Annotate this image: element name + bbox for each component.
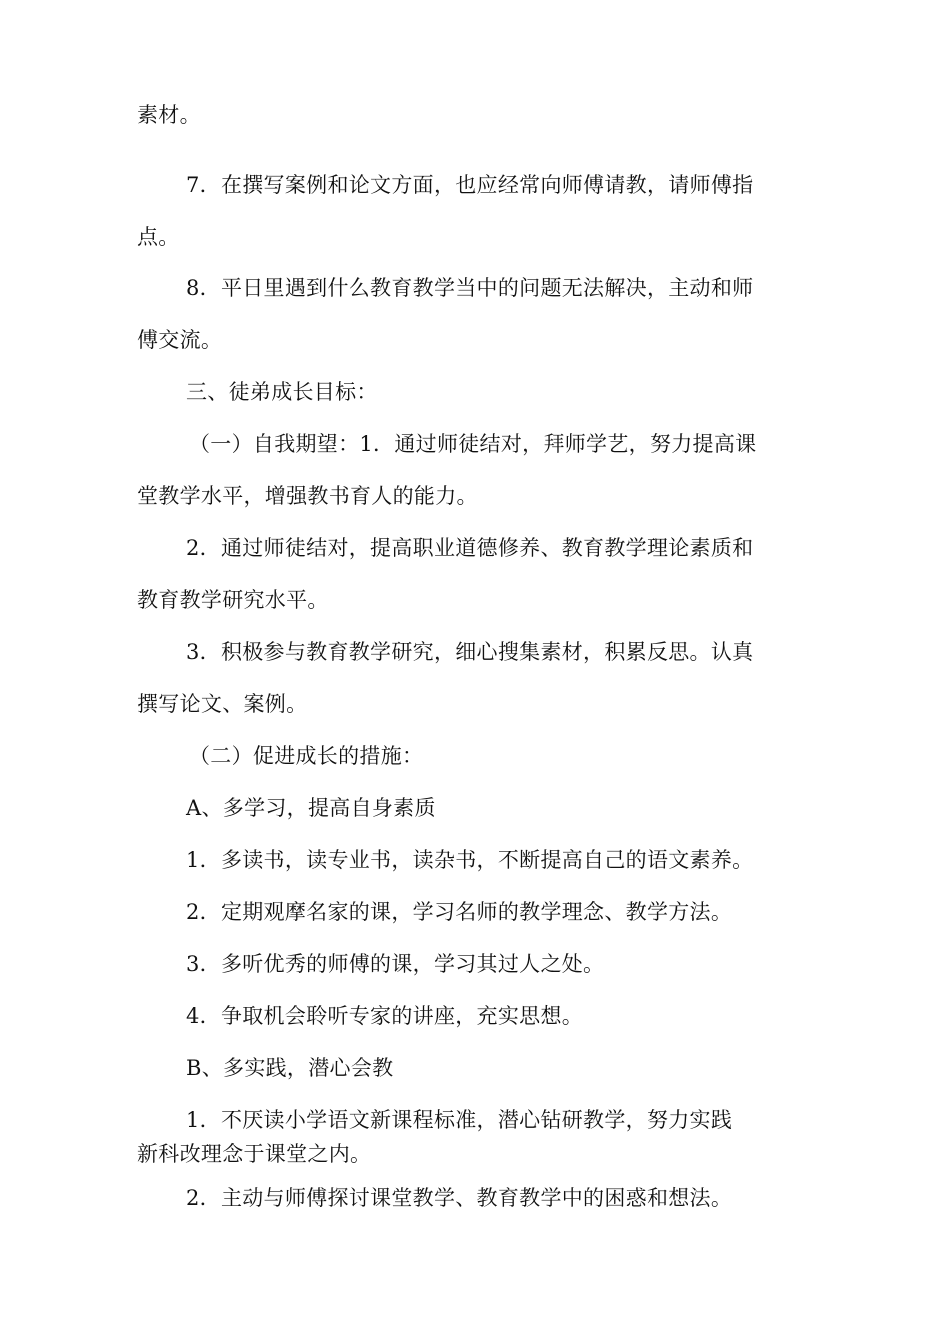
text-line: 素材。 <box>137 103 201 127</box>
subsection-heading: （一）自我期望：1．通过师徒结对，拜师学艺，努力提高课 <box>189 432 757 456</box>
list-item: 2．定期观摩名家的课，学习名师的教学理念、教学方法。 <box>186 900 733 924</box>
text-line: 新科改理念于课堂之内。 <box>137 1142 372 1166</box>
subsection-heading: （二）促进成长的措施： <box>189 744 424 768</box>
section-heading: 三、徒弟成长目标： <box>186 380 378 404</box>
list-item: 2．主动与师傅探讨课堂教学、教育教学中的困惑和想法。 <box>186 1186 733 1210</box>
text-line: 2．通过师徒结对，提高职业道德修养、教育教学理论素质和 <box>186 536 754 560</box>
text-line: 堂教学水平，增强教书育人的能力。 <box>137 484 478 508</box>
list-item: 1．不厌读小学语文新课程标准，潜心钻研教学，努力实践 <box>186 1108 733 1132</box>
text-line: 撰写论文、案例。 <box>137 692 308 716</box>
list-item: 1．多读书，读专业书，读杂书，不断提高自己的语文素养。 <box>186 848 754 872</box>
text-line: 3．积极参与教育教学研究，细心搜集素材，积累反思。认真 <box>186 640 754 664</box>
list-heading: B、多实践，潜心会教 <box>186 1056 394 1080</box>
text-line: 傅交流。 <box>137 328 223 352</box>
text-line: 教育教学研究水平。 <box>137 588 329 612</box>
list-item: 4．争取机会聆听专家的讲座，充实思想。 <box>186 1004 584 1028</box>
list-item: 3．多听优秀的师傅的课，学习其过人之处。 <box>186 952 605 976</box>
text-line: 点。 <box>137 225 180 249</box>
list-heading: A、多学习，提高自身素质 <box>186 796 436 820</box>
text-line: 8．平日里遇到什么教育教学当中的问题无法解决，主动和师 <box>186 276 754 300</box>
text-line: 7．在撰写案例和论文方面，也应经常向师傅请教，请师傅指 <box>186 173 754 197</box>
